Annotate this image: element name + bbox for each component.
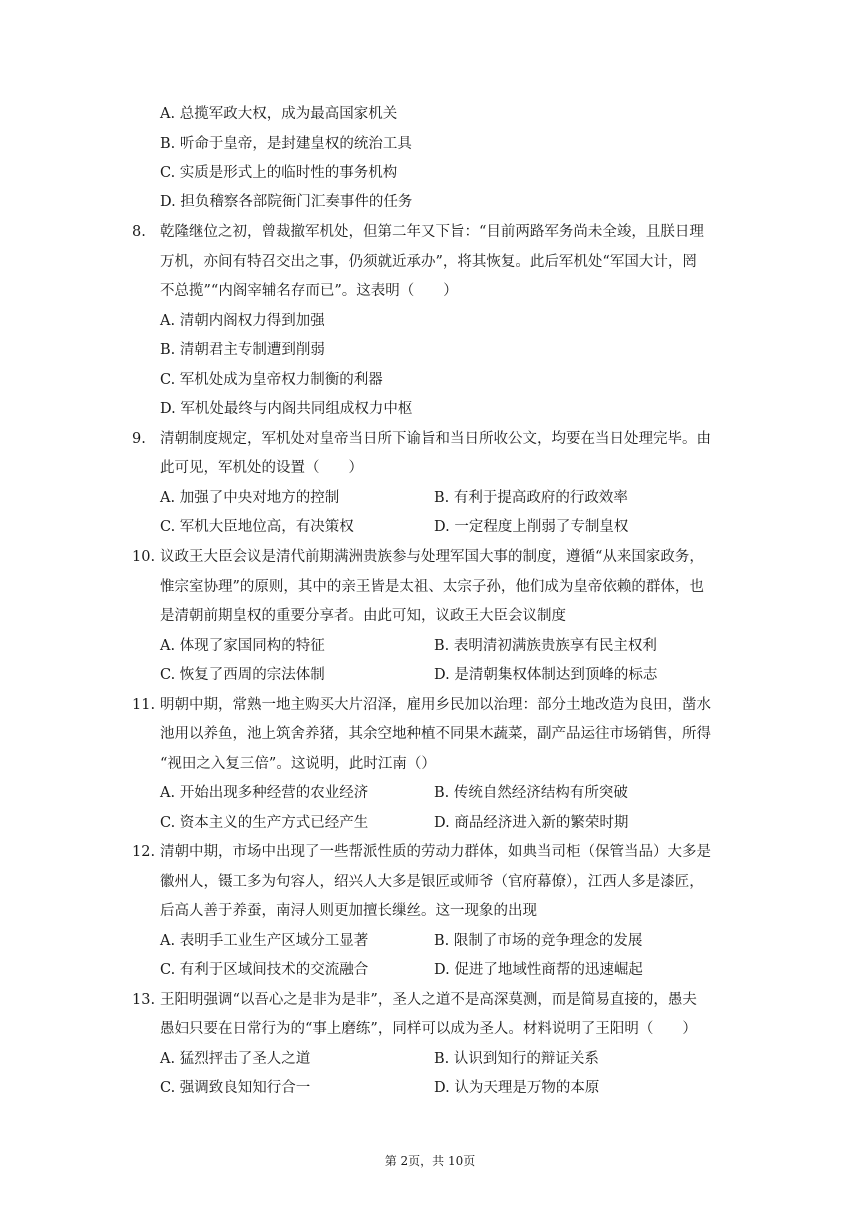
q10-option-b: B. 表明清初满族贵族享有民主权利 — [434, 638, 657, 654]
q13-stem-line: 王阳明强调“以吾心之是非为是非”，圣人之道不是高深莫测，而是简易直接的，愚夫 — [160, 992, 697, 1008]
q7-option-d: D. 担负稽察各部院衙门汇奏事件的任务 — [160, 194, 413, 210]
q13-number: 13. — [132, 992, 156, 1008]
q10-stem-line: 议政王大臣会议是清代前期满洲贵族参与处理军国大事的制度，遵循“从来国家政务， — [160, 549, 704, 565]
q10-option-c: C. 恢复了西周的宗法体制 — [160, 667, 325, 683]
q12-stem-line: 徽州人，镊工多为句容人，绍兴人大多是银匠或师爷（官府幕僚），江西人多是漆匠， — [160, 874, 704, 890]
q9-option-d: D. 一定程度上削弱了专制皇权 — [434, 519, 629, 535]
q11-stem-line: 池用以养鱼，池上筑舍养猪，其余空地种植不同果木蔬菜，副产品运往市场销售，所得 — [160, 726, 711, 742]
q10-stem-line: 惟宗室协理”的原则，其中的亲王皆是太祖、太宗子孙，他们成为皇帝依赖的群体，也 — [160, 579, 704, 595]
q9-option-b: B. 有利于提高政府的行政效率 — [434, 490, 628, 506]
q7-option-c: C. 实质是形式上的临时性的事务机构 — [160, 165, 398, 181]
q9-stem-line: 清朝制度规定，军机处对皇帝当日所下谕旨和当日所收公文，均要在当日处理完毕。由 — [160, 431, 711, 447]
q9-option-c: C. 军机大臣地位高，有决策权 — [160, 519, 354, 535]
q12-stem-line: 清朝中期，市场中出现了一些帮派性质的劳动力群体，如典当司柜（保管当品）大多是 — [160, 844, 711, 860]
q8-option-a: A. 清朝内阁权力得到加强 — [160, 313, 325, 329]
q11-option-a: A. 开始出现多种经营的农业经济 — [160, 785, 369, 801]
q11-stem-line: 明朝中期，常熟一地主购买大片沼泽，雇用乡民加以治理：部分土地改造为良田，凿水 — [160, 697, 711, 713]
q13-option-b: B. 认识到知行的辩证关系 — [434, 1051, 599, 1067]
q10-option-d: D. 是清朝集权体制达到顶峰的标志 — [434, 667, 658, 683]
q12-stem-line: 后高人善于养蚕，南浔人则更加擅长缫丝。这一现象的出现 — [160, 903, 537, 919]
q8-option-c: C. 军机处成为皇帝权力制衡的利器 — [160, 372, 383, 388]
q12-option-b: B. 限制了市场的竞争理念的发展 — [434, 933, 643, 949]
q7-option-a: A. 总揽军政大权，成为最高国家机关 — [160, 106, 398, 122]
q12-option-d: D. 促进了地域性商帮的迅速崛起 — [434, 962, 643, 978]
q11-stem-line: “视田之入复三倍”。这说明，此时江南（） — [160, 756, 436, 772]
q11-option-d: D. 商品经济进入新的繁荣时期 — [434, 815, 629, 831]
page-footer: 第 2页，共 10页 — [384, 1154, 476, 1168]
q8-option-d: D. 军机处最终与内阁共同组成权力中枢 — [160, 401, 413, 417]
q11-number: 11. — [132, 697, 156, 713]
q11-option-b: B. 传统自然经济结构有所突破 — [434, 785, 628, 801]
q10-number: 10. — [132, 549, 156, 565]
q8-stem-line: 不总揽”“内阁宰辅名存而已”。这表明（ ） — [160, 283, 458, 299]
q8-stem-line: 乾隆继位之初，曾裁撤军机处，但第二年又下旨：“目前两路军务尚未全竣，且朕日理 — [160, 224, 704, 240]
q13-stem-line: 愚妇只要在日常行为的“事上磨练”，同样可以成为圣人。材料说明了王阳明（ ） — [160, 1021, 697, 1037]
q12-option-a: A. 表明手工业生产区域分工显著 — [160, 933, 369, 949]
q10-stem-line: 是清朝前期皇权的重要分享者。由此可知，议政王大臣会议制度 — [160, 608, 566, 624]
q7-option-b: B. 听命于皇帝，是封建皇权的统治工具 — [160, 136, 412, 152]
q8-option-b: B. 清朝君主专制遭到削弱 — [160, 342, 325, 358]
q8-number: 8. — [132, 224, 146, 240]
q9-number: 9. — [132, 431, 146, 447]
q12-option-c: C. 有利于区域间技术的交流融合 — [160, 962, 369, 978]
q10-option-a: A. 体现了家国同构的特征 — [160, 638, 325, 654]
q12-number: 12. — [132, 844, 156, 860]
q13-option-d: D. 认为天理是万物的本原 — [434, 1080, 600, 1096]
q13-option-a: A. 猛烈抨击了圣人之道 — [160, 1051, 311, 1067]
q9-stem-line: 此可见，军机处的设置（ ） — [160, 460, 363, 476]
q8-stem-line: 万机，亦间有特召交出之事，仍须就近承办”，将其恢复。此后军机处“军国大计，罔 — [160, 254, 697, 270]
q9-option-a: A. 加强了中央对地方的控制 — [160, 490, 340, 506]
q13-option-c: C. 强调致良知知行合一 — [160, 1080, 311, 1096]
q11-option-c: C. 资本主义的生产方式已经产生 — [160, 815, 369, 831]
